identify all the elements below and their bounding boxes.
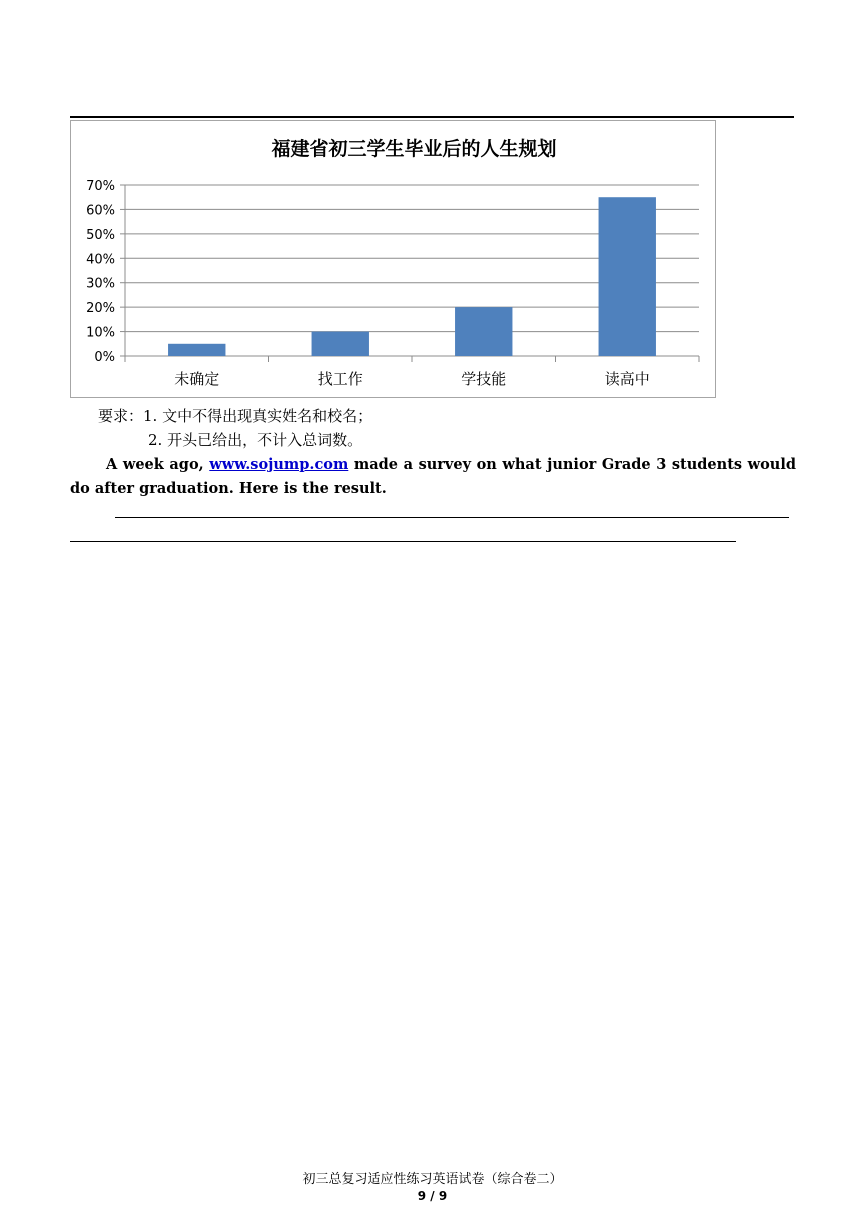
bar [455, 307, 512, 356]
y-tick-label: 10% [86, 325, 115, 341]
y-tick-label: 70% [86, 179, 115, 194]
x-tick-label: 未确定 [174, 370, 220, 388]
footer-title: 初三总复习适应性练习英语试卷（综合卷二） [302, 1172, 563, 1187]
x-tick-label: 找工作 [317, 370, 363, 388]
chart-canvas [71, 121, 717, 399]
answer-line-1[interactable] [115, 517, 789, 518]
y-tick-label: 60% [86, 203, 115, 219]
x-tick-label: 读高中 [604, 370, 650, 388]
y-tick-label: 0% [94, 350, 115, 365]
y-tick-label: 50% [86, 227, 115, 243]
y-tick-label: 30% [86, 276, 115, 292]
requirement-item-2: 2. 开头已给出，不计入总词数。 [148, 431, 363, 449]
passage-text-end: made a survey on what junior Grade 3 students would do after graduation. Here is the result. [70, 456, 796, 497]
answer-line-2[interactable] [70, 541, 736, 542]
top-rule [70, 116, 794, 118]
page-number: 9 / 9 [417, 1189, 448, 1203]
x-tick-label: 学技能 [461, 370, 507, 388]
bar-chart [70, 120, 716, 398]
requirement-2 [148, 430, 362, 450]
bar [312, 332, 369, 356]
bar [599, 197, 656, 356]
passage-text-start: A week ago, [106, 456, 210, 473]
requirement-item-1: 1. 文中不得出现真实姓名和校名； [143, 407, 373, 425]
y-tick-label: 20% [86, 301, 115, 317]
bar [168, 344, 225, 356]
chart-title: 福建省初三学生毕业后的人生规划 [271, 138, 557, 160]
requirement-1 [98, 406, 372, 426]
y-tick-label: 40% [86, 252, 115, 268]
survey-link[interactable]: www.sojump.com [209, 456, 349, 473]
passage-opening [70, 453, 796, 501]
requirement-prefix: 要求： [98, 407, 144, 425]
